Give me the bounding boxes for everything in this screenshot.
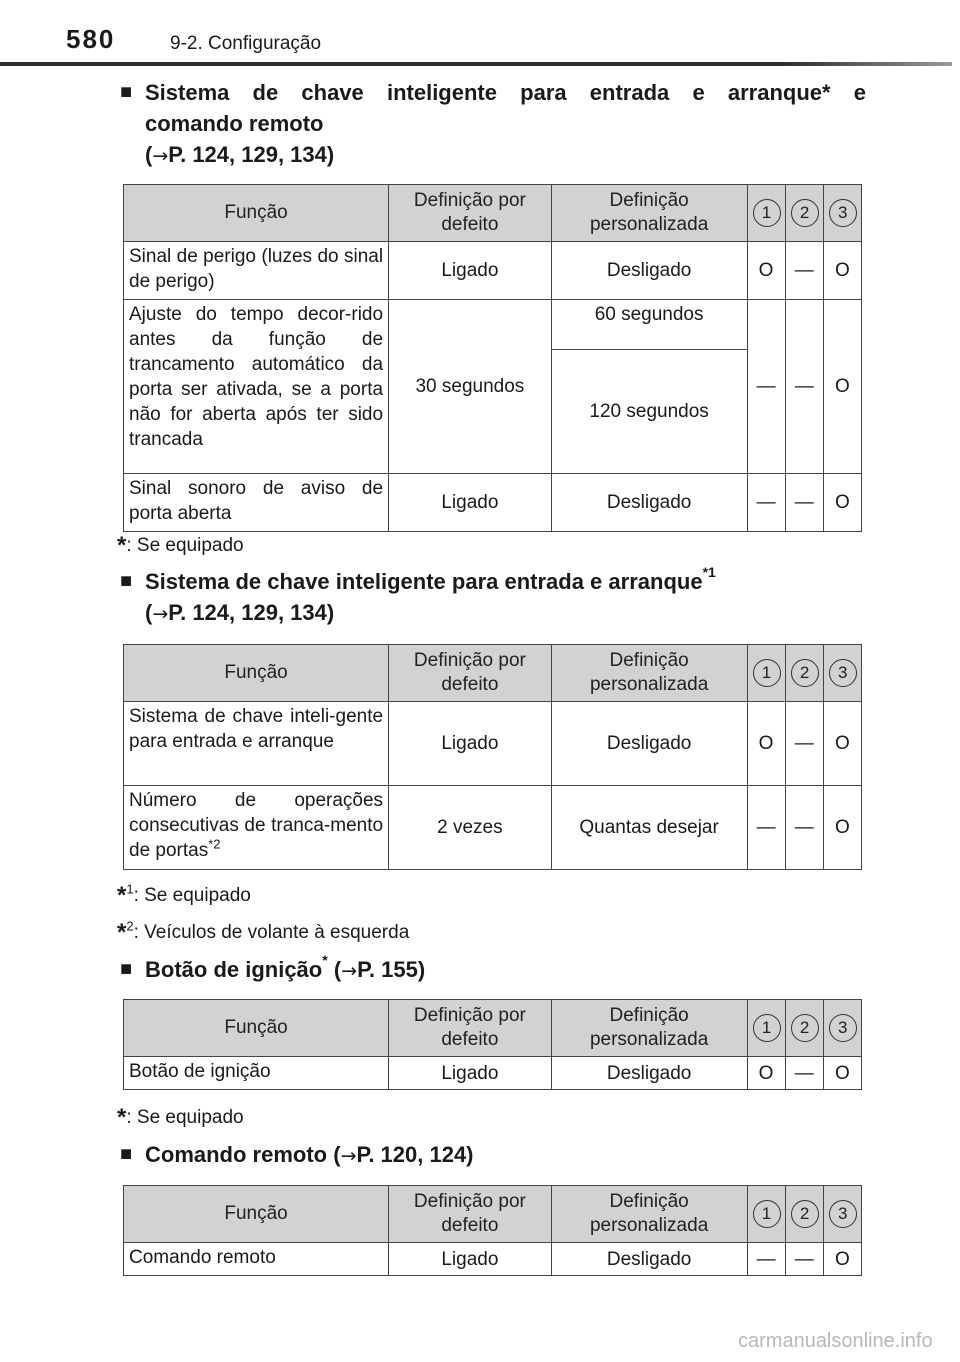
- section-heading-smart-key: [120, 563, 866, 630]
- header-mode-2: [785, 645, 823, 702]
- footnote-text: : Se equipado: [126, 535, 244, 556]
- circled-2-icon: 2: [791, 659, 819, 687]
- cell-mode-1: —: [747, 1243, 785, 1276]
- heading-ref: (→P. 124, 129, 134): [145, 142, 335, 167]
- footnote-text: : Veículos de volante à esquerda: [133, 922, 410, 943]
- header-mode-1: [747, 1000, 785, 1057]
- cell-mode-2: —: [785, 474, 823, 532]
- cell-function: Sinal de perigo (luzes do sinal de perigo): [124, 242, 389, 300]
- heading-line-1: Comando remoto (→P. 120, 124): [145, 1142, 474, 1167]
- table-header-row: [124, 185, 862, 242]
- cell-mode-2: —: [785, 300, 823, 474]
- heading-marker: ■: [120, 570, 133, 592]
- cell-default: Ligado: [389, 474, 552, 532]
- circled-2-icon: 2: [791, 199, 819, 227]
- cell-mode-1: O: [747, 242, 785, 300]
- cell-custom: Quantas desejar: [551, 786, 747, 870]
- table-row: [124, 1057, 862, 1090]
- footnote-2: *$^2$: Veículos de volante à esquerda: [117, 918, 410, 946]
- table-row: [124, 702, 862, 786]
- cell-function: Sinal sonoro de aviso de porta aberta: [124, 474, 389, 532]
- cell-mode-1: —: [747, 786, 785, 870]
- section-heading-smart-key-remote: [120, 77, 866, 172]
- header-mode-3: [823, 185, 861, 242]
- cell-default: Ligado: [389, 1057, 552, 1090]
- section-heading-ignition: [120, 951, 866, 987]
- circled-1-icon: 1: [753, 659, 781, 687]
- header-custom: Definição personalizada: [551, 1186, 747, 1243]
- circled-2-icon: 2: [791, 1014, 819, 1042]
- circled-3-icon: 3: [829, 1200, 857, 1228]
- cell-custom: Desligado: [551, 474, 747, 532]
- cell-function: Ajuste do tempo decor-rido antes da função de trancamento automático da porta ser ativada, se a porta não for aberta após ter sido trancada: [124, 300, 389, 474]
- header-custom: Definição personalizada: [551, 1000, 747, 1057]
- header-function: Função: [124, 185, 389, 242]
- header-mode-1: [747, 645, 785, 702]
- cell-default: Ligado: [389, 242, 552, 300]
- circled-1-icon: 1: [753, 1014, 781, 1042]
- footnote-text: : Se equipado: [126, 1107, 244, 1128]
- header-mode-2: [785, 1186, 823, 1243]
- header-mode-3: [823, 1000, 861, 1057]
- cell-custom: Desligado: [551, 242, 747, 300]
- header-rule: [0, 62, 952, 66]
- footnote-equipped: [117, 530, 244, 558]
- header-mode-3: [823, 1186, 861, 1243]
- ref-arrow-icon: →: [152, 145, 169, 167]
- cell-mode-2: —: [785, 786, 823, 870]
- footnote-asterisk: *: [117, 1104, 127, 1131]
- table-row: [124, 300, 862, 350]
- circled-2-icon: 2: [791, 1200, 819, 1228]
- cell-function: Sistema de chave inteli-gente para entrada e arranque: [124, 702, 389, 786]
- cell-footnote-ref: *2: [208, 836, 221, 852]
- heading-marker: ■: [120, 958, 133, 980]
- heading-footnote-ref: *1: [702, 563, 716, 580]
- table-header-row: [124, 1000, 862, 1057]
- header-function: Função: [124, 1186, 389, 1243]
- cell-mode-1: —: [747, 300, 785, 474]
- circled-3-icon: 3: [829, 199, 857, 227]
- page-number: 580: [66, 24, 116, 54]
- cell-custom: Desligado: [551, 702, 747, 786]
- cell-mode-3: O: [823, 474, 861, 532]
- header-custom: Definição personalizada: [551, 645, 747, 702]
- cell-function: Botão de ignição: [124, 1057, 389, 1090]
- header-default: Definição por defeito: [389, 1000, 552, 1057]
- footnote-equipped-3: [117, 1102, 244, 1130]
- cell-mode-3: O: [823, 300, 861, 474]
- cell-custom-option-a: 60 segundos: [551, 300, 747, 350]
- footnote-asterisk: *: [117, 882, 127, 909]
- cell-custom: Desligado: [551, 1243, 747, 1276]
- heading-line-2: comando remoto: [145, 111, 324, 136]
- cell-mode-3: O: [823, 1243, 861, 1276]
- ref-arrow-icon: →: [341, 960, 358, 982]
- section-heading-remote: [120, 1139, 866, 1172]
- cell-default: 30 segundos: [389, 300, 552, 474]
- watermark: carmanualsonline.info: [738, 1330, 933, 1352]
- settings-table-1: [123, 184, 862, 532]
- header-mode-1: [747, 1186, 785, 1243]
- cell-mode-2: —: [785, 242, 823, 300]
- cell-mode-2: —: [785, 1057, 823, 1090]
- cell-mode-3: O: [823, 786, 861, 870]
- header-custom: Definição personalizada: [551, 185, 747, 242]
- header-function: Função: [124, 645, 389, 702]
- cell-custom: Desligado: [551, 1057, 747, 1090]
- footnote-asterisk: *: [117, 919, 127, 946]
- header-default: Definição por defeito: [389, 1186, 552, 1243]
- header-mode-3: [823, 645, 861, 702]
- cell-mode-3: O: [823, 702, 861, 786]
- ref-arrow-icon: →: [340, 1145, 357, 1167]
- cell-default: Ligado: [389, 1243, 552, 1276]
- cell-mode-2: —: [785, 702, 823, 786]
- table-row: [124, 242, 862, 300]
- cell-mode-2: —: [785, 1243, 823, 1276]
- circled-1-icon: 1: [753, 1200, 781, 1228]
- chapter-title: 9-2. Configuração: [170, 33, 322, 54]
- cell-mode-1: O: [747, 702, 785, 786]
- cell-function: Comando remoto: [124, 1243, 389, 1276]
- settings-table-3: [123, 999, 862, 1090]
- header-function: Função: [124, 1000, 389, 1057]
- header-mode-2: [785, 1000, 823, 1057]
- cell-custom-option-b: 120 segundos: [551, 350, 747, 474]
- heading-marker: ■: [120, 1143, 133, 1165]
- footnote-text: : Se equipado: [133, 885, 251, 906]
- heading-ref: (→P. 124, 129, 134): [145, 600, 335, 625]
- ref-arrow-icon: →: [152, 603, 169, 625]
- header-mode-1: [747, 185, 785, 242]
- cell-default: 2 vezes: [389, 786, 552, 870]
- header-default: Definição por defeito: [389, 185, 552, 242]
- footnote-asterisk: *: [117, 532, 127, 559]
- table-row: [124, 1243, 862, 1276]
- table-header-row: [124, 645, 862, 702]
- settings-table-2: [123, 644, 862, 870]
- heading-line-1: Sistema de chave inteligente para entrada e arranque$^{*1}$: [145, 563, 716, 594]
- circled-3-icon: 3: [829, 659, 857, 687]
- table-header-row: [124, 1186, 862, 1243]
- heading-line-1: Sistema de chave inteligente para entrada e arranque* e: [145, 80, 866, 105]
- cell-function: Número de operações consecutivas de tranca-mento de portas$^{*2}$: [124, 786, 389, 870]
- table-row: [124, 786, 862, 870]
- cell-mode-3: O: [823, 242, 861, 300]
- circled-3-icon: 3: [829, 1014, 857, 1042]
- cell-mode-1: O: [747, 1057, 785, 1090]
- footnote-1: *$^1$: Se equipado: [117, 881, 251, 909]
- header-default: Definição por defeito: [389, 645, 552, 702]
- heading-footnote-ref: *: [322, 951, 328, 968]
- page-header: [0, 0, 960, 70]
- cell-mode-1: —: [747, 474, 785, 532]
- cell-mode-3: O: [823, 1057, 861, 1090]
- heading-marker: ■: [120, 81, 133, 103]
- circled-1-icon: 1: [753, 199, 781, 227]
- table-row: [124, 474, 862, 532]
- header-mode-2: [785, 185, 823, 242]
- cell-default: Ligado: [389, 702, 552, 786]
- settings-table-4: [123, 1185, 862, 1276]
- heading-line-1: Botão de ignição* (→P. 155): [145, 951, 426, 982]
